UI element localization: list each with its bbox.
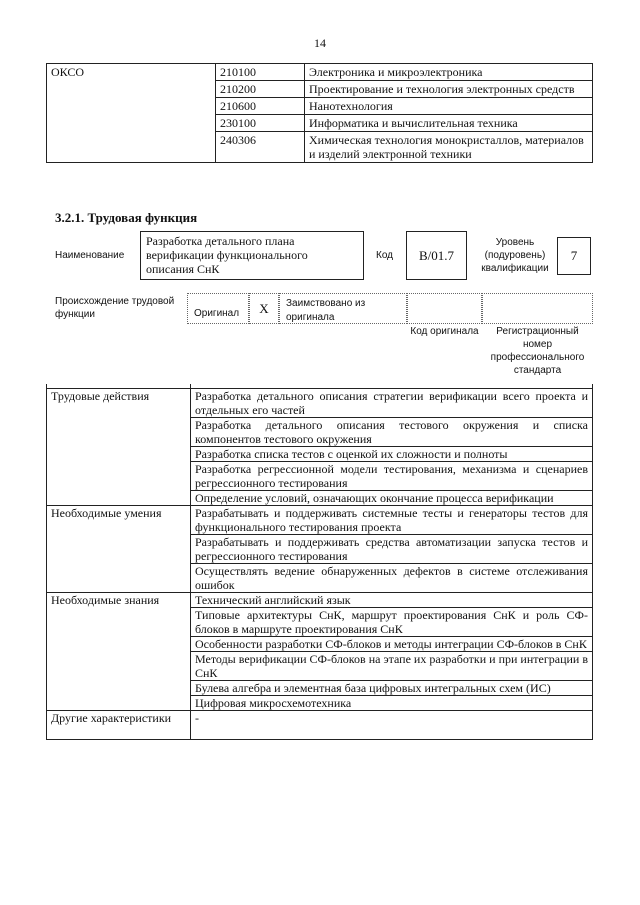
level-value: 7 <box>557 237 591 275</box>
okso-label: ОКСО <box>47 64 216 163</box>
table-cell: Разработка детального описания стратегии верификации всего проекта и отдельных его частей <box>191 389 593 418</box>
original-mark: X <box>249 293 279 324</box>
table-cell: Определение условий, означающих окончание процесса верификации <box>191 491 593 506</box>
table-row <box>47 711 593 740</box>
original-code-cell <box>407 293 482 324</box>
table-cell: Осуществлять ведение обнаруженных дефектов в системе отслеживания ошибок <box>191 564 593 593</box>
group-heading: Другие характеристики <box>47 711 191 740</box>
table-cell: Разрабатывать и поддерживать средства автоматизации запуска тестов и регрессионного тестирования <box>191 535 593 564</box>
table-cell: Особенности разработки СФ-блоков и методы интеграции СФ-блоков в СнК <box>191 637 593 652</box>
table-cell: Методы верификации СФ-блоков на этапе их разработки и при интеграции в СнК <box>191 652 593 681</box>
function-details-table <box>46 384 593 740</box>
table-cell: Булева алгебра и элементная база цифровых интегральных схем (ИС) <box>191 681 593 696</box>
okso-name: Проектирование и технология электронных средств <box>305 81 593 98</box>
code-caption: Код оригинала <box>410 326 479 337</box>
original-label: Оригинал <box>194 308 240 319</box>
borrowed-label: Заимствовано из оригинала <box>286 298 366 323</box>
table-cell: Разработка детального описания тестового окружения и списка компонентов тестового окружения <box>191 418 593 447</box>
function-code: B/01.7 <box>406 231 467 280</box>
okso-code: 230100 <box>216 115 305 132</box>
okso-name: Нанотехнология <box>305 98 593 115</box>
page-number: 14 <box>314 36 326 50</box>
okso-name: Химическая технология монокристаллов, материалов и изделий электронной техники <box>305 132 593 163</box>
table-row <box>47 64 593 81</box>
function-name: Разработка детального плана верификации функционального описания СнК <box>140 231 364 280</box>
table-cell: Разработка списка тестов с оценкой их сложности и полноты <box>191 447 593 462</box>
table-cell: Цифровая микросхемотехника <box>191 696 593 711</box>
group-heading: Необходимые знания <box>47 593 191 711</box>
okso-code: 210100 <box>216 64 305 81</box>
name-label: Наименование <box>55 250 125 261</box>
section-title: 3.2.1. Трудовая функция <box>55 210 198 225</box>
table-cell: - <box>191 711 593 740</box>
origin-row <box>187 293 593 324</box>
table-row <box>47 593 593 608</box>
group-heading: Необходимые умения <box>47 506 191 593</box>
table-cell: Технический английский язык <box>191 593 593 608</box>
origin-label: Происхождение трудовой функции <box>55 296 175 320</box>
reg-caption: Регистрационный номер профессионального стандарта <box>490 326 585 376</box>
reg-number-cell <box>482 293 593 324</box>
okso-table <box>46 63 593 163</box>
level-label: Уровень (подуровень) квалификации <box>481 237 549 274</box>
table-row <box>47 506 593 535</box>
code-label: Код <box>376 250 394 261</box>
okso-code: 240306 <box>216 132 305 163</box>
table-cell: Типовые архитектуры СнК, маршрут проектирования СнК и роль СФ-блоков в маршруте проектирования СнК <box>191 608 593 637</box>
group-heading: Трудовые действия <box>47 389 191 506</box>
okso-name: Электроника и микроэлектроника <box>305 64 593 81</box>
okso-code: 210200 <box>216 81 305 98</box>
okso-code: 210600 <box>216 98 305 115</box>
table-row <box>47 389 593 418</box>
okso-name: Информатика и вычислительная техника <box>305 115 593 132</box>
table-cell: Разработка регрессионной модели тестирования, механизма и сценариев регрессионного тестирования <box>191 462 593 491</box>
table-cell: Разрабатывать и поддерживать системные тесты и генераторы тестов для функционального тестирования проекта <box>191 506 593 535</box>
